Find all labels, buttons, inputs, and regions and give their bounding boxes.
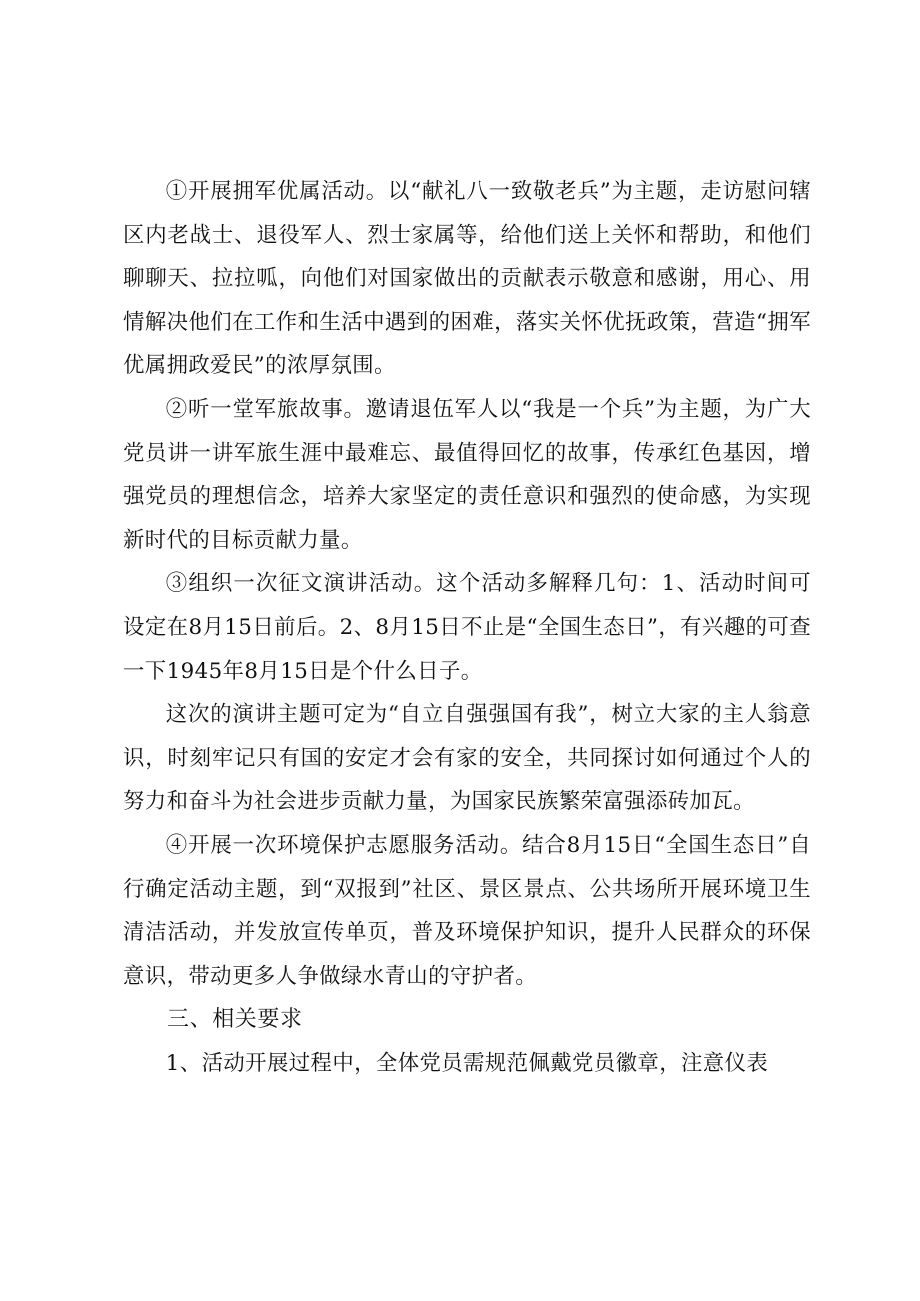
paragraph-support-military: ①开展拥军优属活动。以“献礼八一致敬老兵”为主题，走访慰问辖区内老战士、退役军人、烈士家属等，给他们送上关怀和帮助，和他们聊聊天、拉拉呱，向他们对国家做出的贡献表示敬意和感谢，用心、用情解决他们在工作和生活中遇到的困难，落实关怀优抚政策，营造“拥军优属拥政爱民”的浓厚氛围。 [123,179,811,379]
paragraph-military-story: ②听一堂军旅故事。邀请退伍军人以“我是一个兵”为主题，为广大党员讲一讲军旅生涯中最难忘、最值得回忆的故事，传承红色基因，增强党员的理想信念，培养大家坚定的责任意识和强烈的使命感，为实现新时代的目标贡献力量。 [123,396,811,553]
section-heading: 三、相关要求 [167,1007,303,1033]
paragraph-essay-speech: ③组织一次征文演讲活动。这个活动多解释几句：1、活动时间可设定在8月15日前后。2、8月15日不止是“全国生态日”，有兴趣的可查一下1945年8月15日是个什么日子。 [123,571,811,684]
paragraph-environment-volunteer: ④开展一次环境保护志愿服务活动。结合8月15日“全国生态日”自行确定活动主题，到“双报到”社区、景区景点、公共场所开展环境卫生清洁活动，并发放宣传单页，普及环境保护知识，提升人民群众的环保意识，带动更多人争做绿水青山的守护者。 [123,832,811,989]
paragraph-requirement-1: 1、活动开展过程中，全体党员需规范佩戴党员徽章，注意仪表 [165,1050,769,1076]
document-page [123,170,811,1085]
paragraph-speech-theme: 这次的演讲主题可定为“自立自强强国有我”，树立大家的主人翁意识，时刻牢记只有国的安定才会有家的安全，共同探讨如何通过个人的努力和奋斗为社会进步贡献力量，为国家民族繁荣富强添砖加瓦。 [123,702,811,815]
